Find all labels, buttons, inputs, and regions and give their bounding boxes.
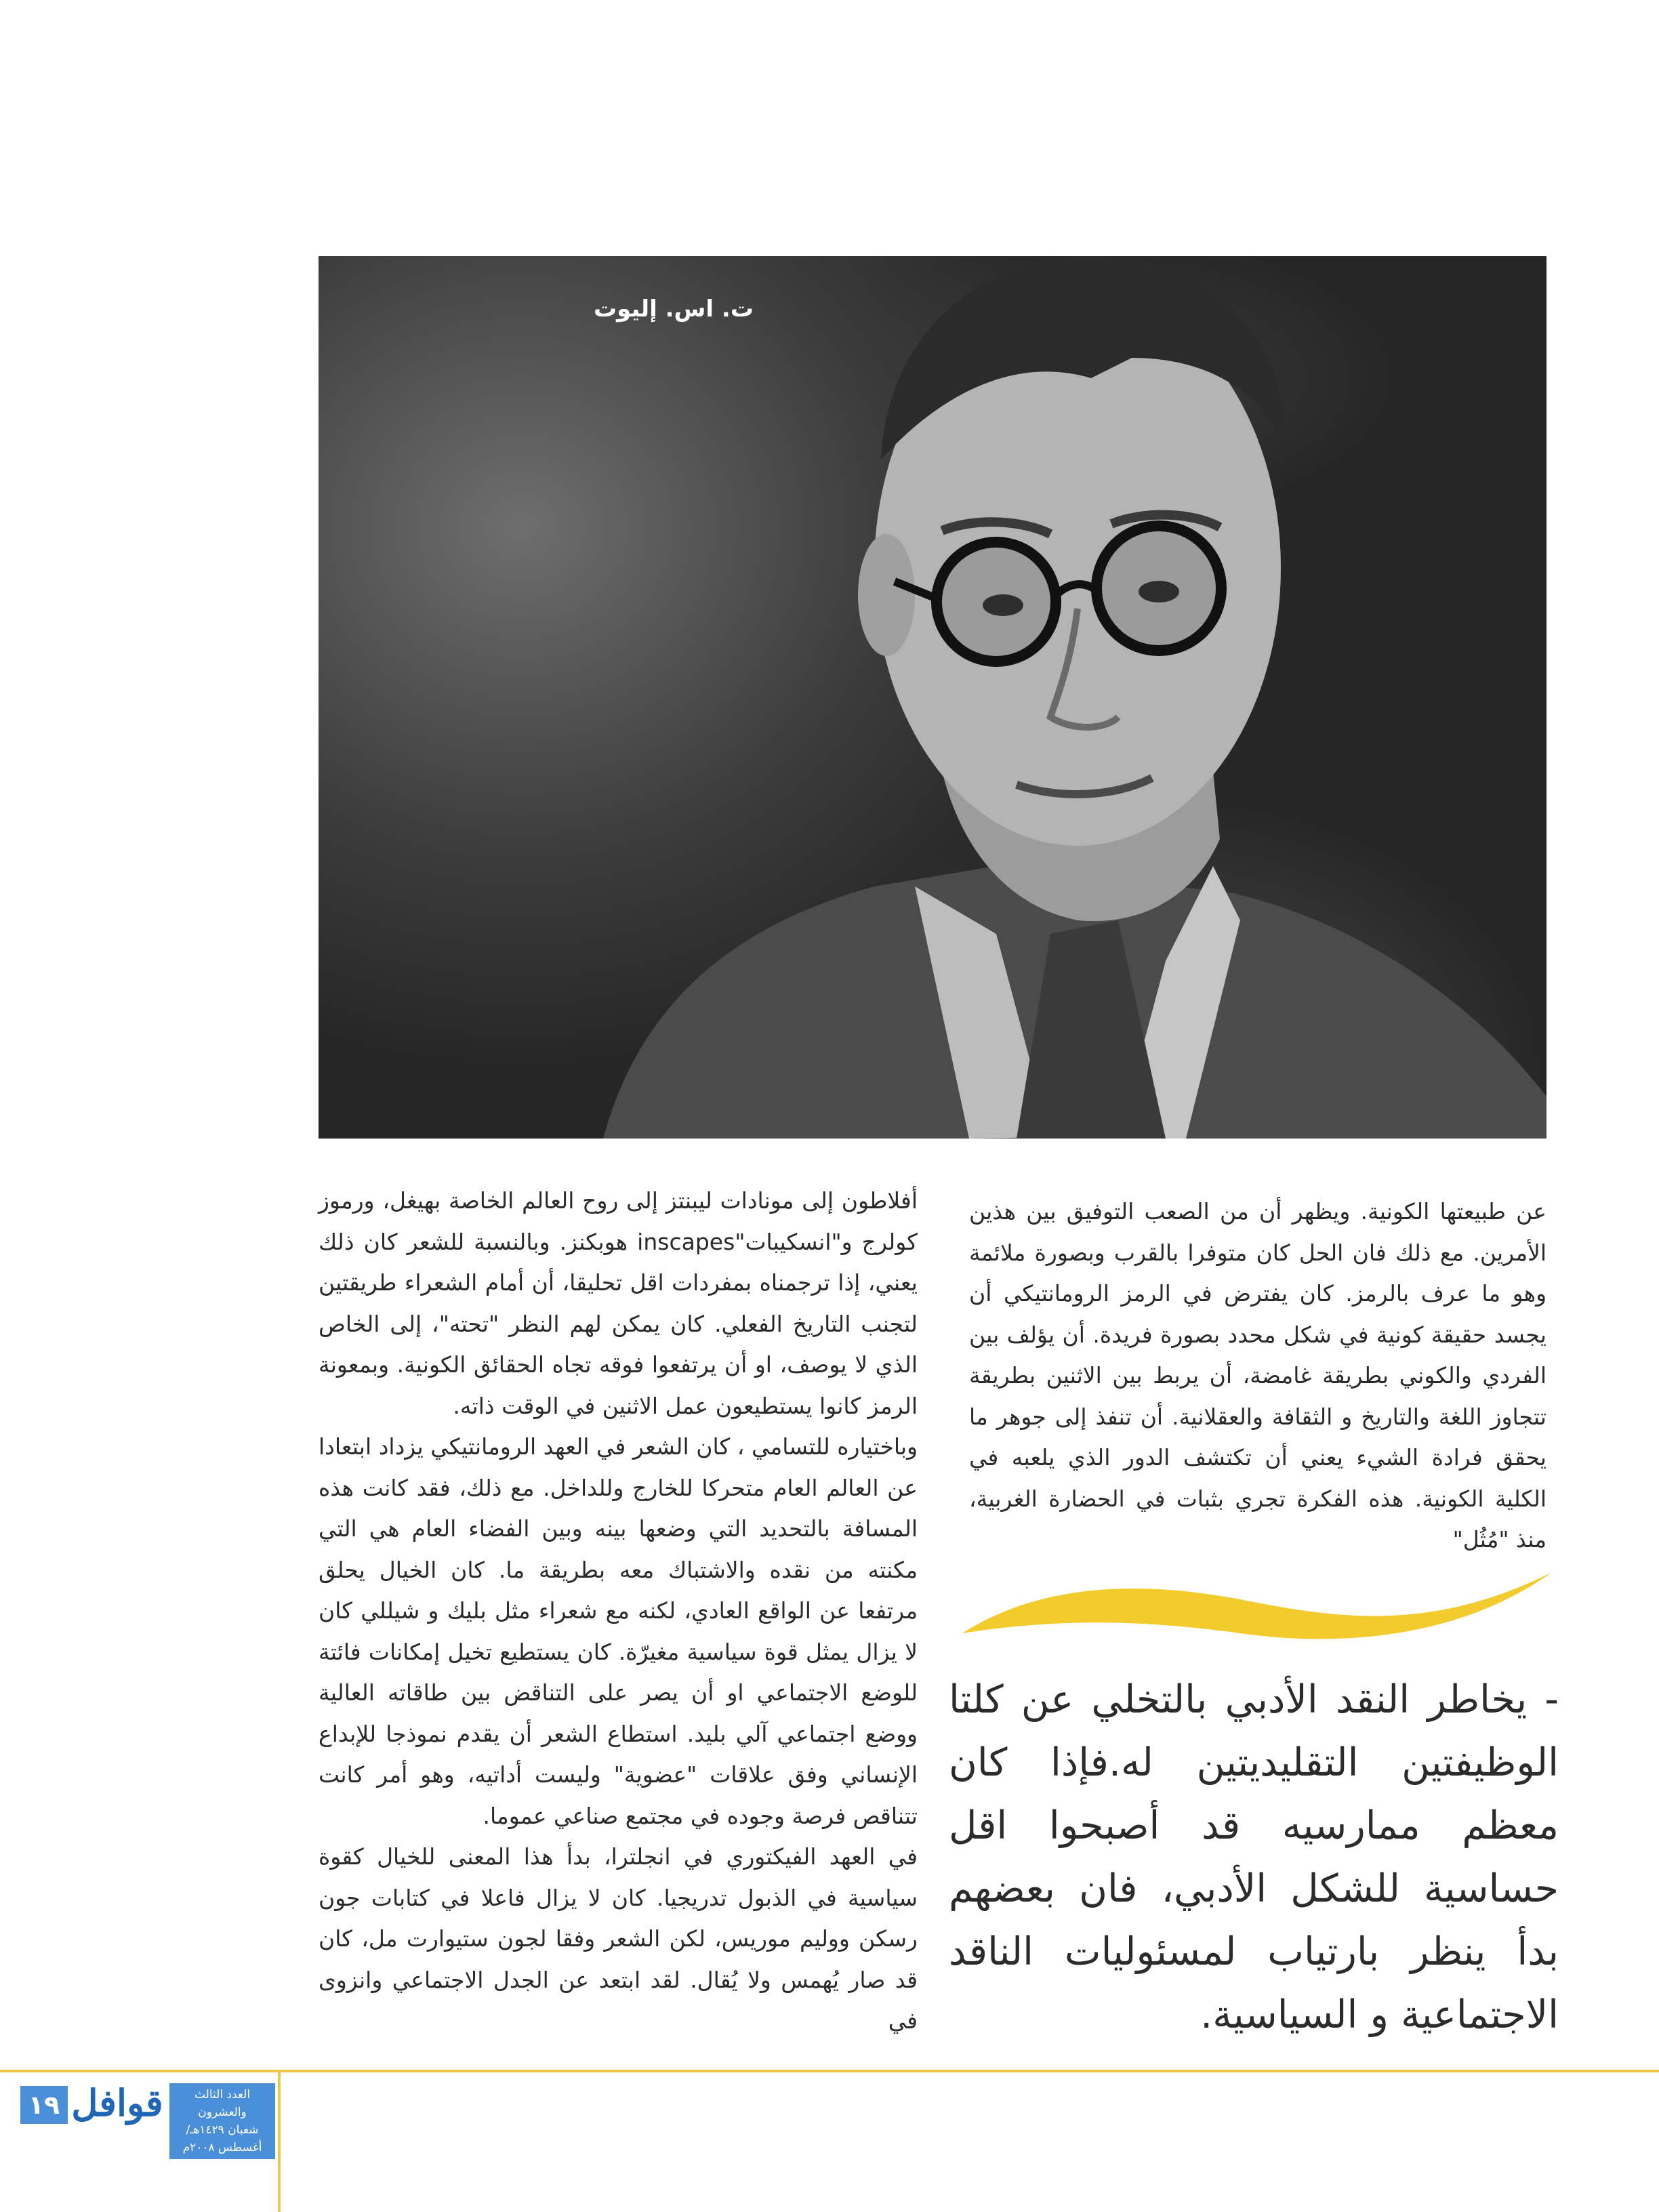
body-paragraph: في العهد الفيكتوري في انجلترا، بدأ هذا المعنى للخيال كقوة سياسية في الذبول تدريجيا. كان لا يزال فاعلا في كتابات جون رسكن ووليم موريس، لكن الشعر وفقا لجون ستيوارت مل، كان قد صار يُهمس ولا يُقال. لقد ابتعد عن الجدل الاجتماعي وانزوى في (319, 1843, 918, 2034)
portrait-illustration (319, 256, 1547, 1139)
article-column-left (319, 1181, 918, 2042)
footer-rule (0, 2070, 1659, 2072)
yellow-wave-decoration (956, 1559, 1559, 1660)
footer-divider (278, 2070, 281, 2212)
issue-info (169, 2083, 275, 2159)
photo-caption: ت. اس. إليوت (593, 295, 754, 323)
body-paragraph: أفلاطون إلى مونادات ليبنتز إلى روح العالم الخاصة بهيغل، ورموز كولرج و"انسكيبات"inscapes هوبكنز. وبالنسبة للشعر كان ذلك يعني، إذا ترجمناه بمفردات اقل تحليقا، أن أمام الشعراء طريقتين لتجنب التاريخ الفعلي. كان يمكن لهم النظر "تحته"، إلى الخاص الذي لا يوصف، او أن يرتفعوا فوقه تجاه الحقائق الكونية. وبمعونة الرمز كانوا يستطيعون عمل الاثنين في الوقت ذاته. (319, 1187, 918, 1419)
page-number: ١٩ (20, 2086, 68, 2124)
body-paragraph: عن طبيعتها الكونية. ويظهر أن من الصعب التوفيق بين هذين الأمرين. مع ذلك فان الحل كان متوفرا بالقرب وبصورة ملائمة وهو ما عرف بالرمز. كان يفترض في الرمز الرومانتيكي أن يجسد حقيقة كونية في شكل محدد بصورة فريدة. أن يؤلف بين الفردي والكوني بطريقة غامضة، أن يربط بين الاثنين بطريقة تتجاوز اللغة والتاريخ و الثقافة والعقلانية. أن تنفذ إلى جوهر ما يحقق فرادة الشيء يعني أن تكتشف الدور الذي يلعبه في الكلية الكونية. هذه الفكرة تجري بثبات في الحضارة الغربية، منذ "مُثُل" (969, 1198, 1547, 1553)
body-paragraph: وباختياره للتسامي ، كان الشعر في العهد الرومانتيكي يزداد ابتعادا عن العالم العام متحركا للخارج وللداخل. مع ذلك، فقد كانت هذه المسافة بالتحديد التي وضعها بينه وبين الفضاء العام هي التي مكنته من نقده والاشتباك معه بطريقة ما. كان الخيال يحلق مرتفعا عن الواقع العادي، لكنه مع شعراء مثل بليك و شيللي كان لا يزال يمثل قوة سياسية مغيرّة. كان يستطيع تخيل إمكانات فائتة للوضع الاجتماعي او أن يصر على التناقض بين طاقاته العالية ووضع اجتماعي آلي بليد. استطاع الشعر أن يقدم نموذجا للإبداع الإنساني وفق علاقات "عضوية" وليست أداتيه، وهو أمر كانت تتناقص فرصة وجوده في مجتمع صناعي عموما. (319, 1433, 918, 1829)
article-column-right (969, 1191, 1547, 1561)
pull-quote: - يخاطر النقد الأدبي بالتخلي عن كلتا الوظيفتين التقليديتين له.فإذا كان معظم ممارسيه قد أصبحوا اقل حساسية للشكل الأدبي، فان بعضهم بدأ ينظر بارتياب لمسئوليات الناقد الاجتماعية و السياسية. (949, 1677, 1559, 2037)
issue-date: شعبان ١٤٢٩هـ/ أغسطس ٢٠٠٨م (182, 2123, 262, 2154)
magazine-logo: قوافل (71, 2081, 163, 2125)
issue-number: العدد الثالث والعشرون (194, 2088, 251, 2119)
eliot-portrait-photo (319, 256, 1547, 1139)
